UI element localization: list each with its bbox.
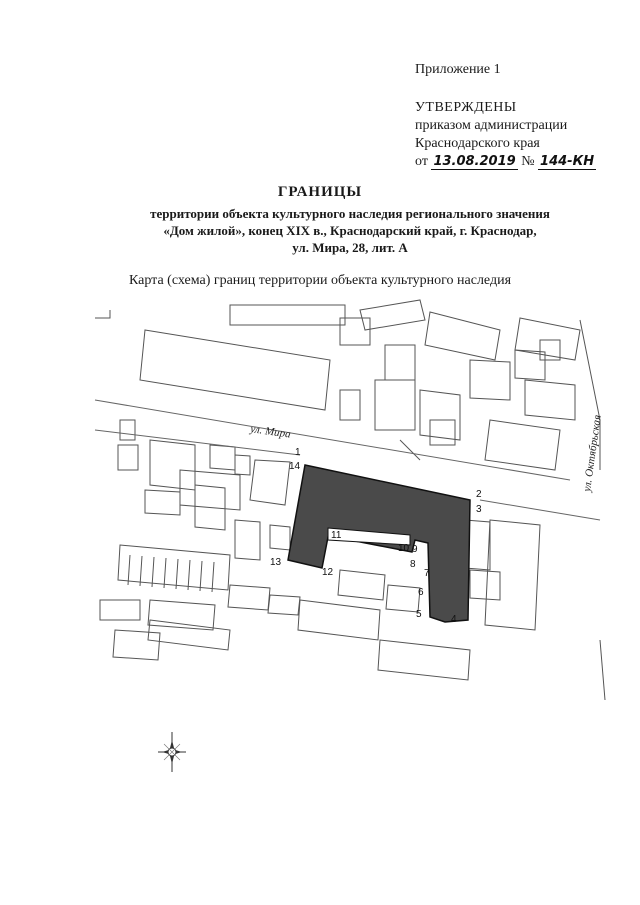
point-label-8: 8 bbox=[410, 559, 416, 570]
point-label-2: 2 bbox=[476, 489, 482, 500]
point-label-11: 11 bbox=[331, 530, 342, 541]
title-line1: территории объекта культурного наследия регионального значения bbox=[150, 206, 550, 221]
compass-rose-icon bbox=[158, 732, 186, 772]
date-prefix: от bbox=[415, 154, 428, 169]
heritage-territory bbox=[288, 465, 470, 622]
boundary-map bbox=[0, 295, 640, 795]
approved-heading: УТВЕРЖДЕНЫ bbox=[415, 100, 517, 115]
point-label-7: 7 bbox=[424, 568, 430, 579]
street-label-mira: ул. Мира bbox=[249, 423, 292, 441]
title-line3: ул. Мира, 28, лит. А bbox=[292, 240, 408, 255]
point-label-6: 6 bbox=[418, 587, 424, 598]
point-label-1: 1 bbox=[295, 447, 301, 458]
point-label-13: 13 bbox=[270, 557, 282, 568]
street-label-oktyabrskaya: ул. Октябрьская bbox=[581, 414, 604, 493]
title-line2: «Дом жилой», конец XIX в., Краснодарский край, г. Краснодар, bbox=[163, 223, 537, 238]
point-label-14: 14 bbox=[289, 461, 301, 472]
point-label-9: 9 bbox=[412, 544, 418, 555]
appendix-label: Приложение 1 bbox=[415, 62, 501, 77]
number-prefix: № bbox=[521, 154, 535, 169]
approval-date-line bbox=[415, 154, 596, 170]
map-caption: Карта (схема) границ территории объекта культурного наследия bbox=[128, 273, 512, 288]
approved-by-line2: Краснодарского края bbox=[415, 136, 540, 151]
point-label-3: 3 bbox=[476, 504, 482, 515]
document-title: ГРАНИЦЫ bbox=[277, 184, 363, 200]
approval-date: 13.08.2019 bbox=[433, 154, 516, 169]
approved-by-line1: приказом администрации bbox=[415, 118, 568, 133]
point-label-10: 10 bbox=[398, 543, 410, 554]
point-label-5: 5 bbox=[416, 609, 422, 620]
point-label-12: 12 bbox=[322, 567, 334, 578]
order-number: 144-КН bbox=[540, 154, 595, 169]
point-label-4: 4 bbox=[451, 614, 457, 625]
